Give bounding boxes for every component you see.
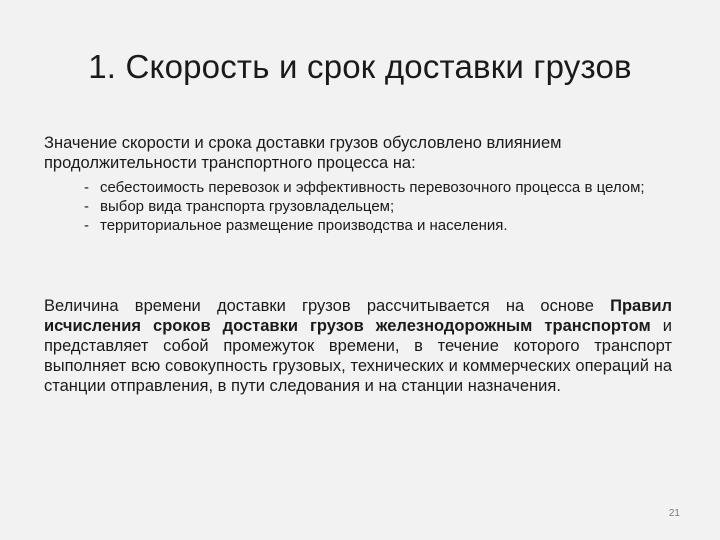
slide-title: 1. Скорость и срок доставки грузов	[88, 48, 632, 85]
list-item	[84, 197, 674, 216]
list-item	[84, 216, 674, 235]
rules-reference: Правил исчисления сроков доставки грузов железнодорожным транспортом	[44, 297, 672, 335]
bullet-dash: -	[84, 217, 89, 234]
page-number: 21	[668, 508, 680, 519]
body-text-start: Величина времени доставки грузов рассчитывается на основе	[44, 297, 611, 315]
list-item-text: территориальное размещение производства и населения.	[100, 217, 508, 234]
bullet-dash: -	[84, 198, 89, 215]
body-text-end: и представляет собой промежуток времени, в течение которого транспорт выполняет всю совокупность грузовых, технических и коммерческих операций на станции отправления, в пути следования и на станции назначения.	[44, 317, 672, 395]
list-item-text: себестоимость перевозок и эффективность перевозочного процесса в целом;	[100, 179, 645, 196]
list-item-text: выбор вида транспорта грузовладельцем;	[100, 198, 395, 215]
body-paragraph	[44, 296, 672, 396]
list-item	[84, 178, 674, 197]
intro-paragraph: Значение скорости и срока доставки грузов обусловлено влиянием продолжительности транспортного процесса на:	[44, 134, 562, 172]
bullet-dash: -	[84, 179, 89, 196]
bullet-list	[84, 178, 674, 235]
